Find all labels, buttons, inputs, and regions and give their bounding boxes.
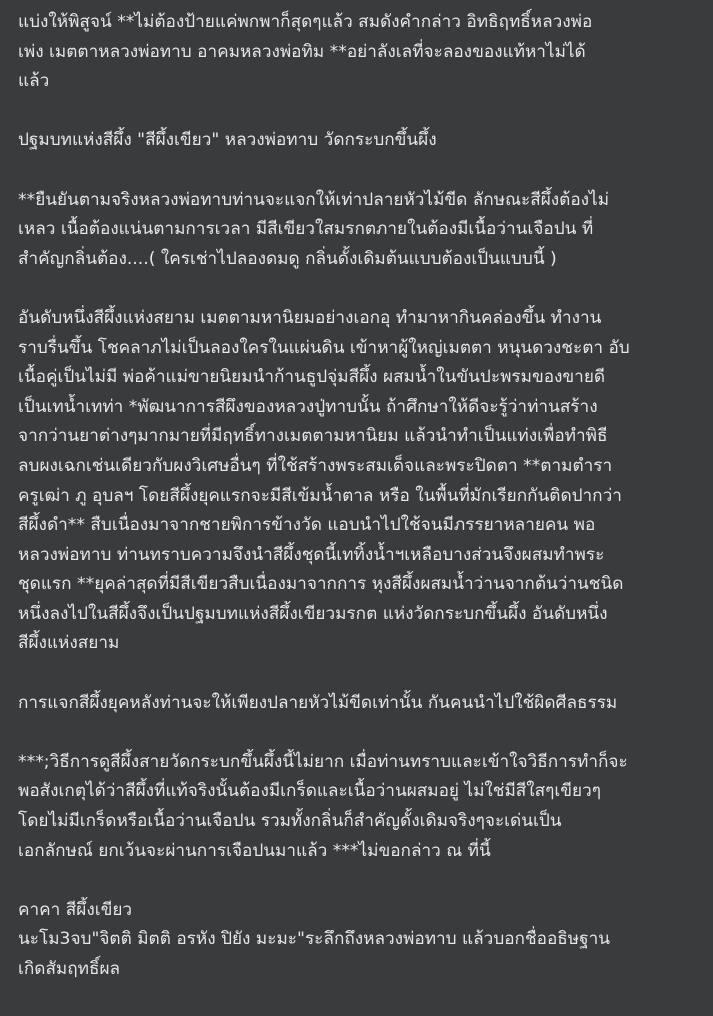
text-line: พอสังเกตุได้ว่าสีผึ้งที่แท้จริงนั้นต้องมีเกร็ดและเนื้อว่านผสมอยู่ ไม่ใช่มีสีใสๆเขียวๆ [18, 781, 601, 802]
paragraph-chant [18, 896, 707, 985]
text-line: เป็นเทน้ำเทท่า *พัฒนาการสีผึงของหลวงปู่ทาบนั้น ถ้าศึกษาให้ดีจะรู้ว่าท่านสร้าง [18, 396, 598, 417]
text-line: ครูเฒ่า ภู อุบลฯ โดยสีผึ้งยุคแรกจะมีสีเข้มน้ำตาล หรือ ในพื้นที่มักเรียกกันติดปากว่า [18, 485, 622, 506]
text-line: สีผึ้งแห่งสยาม [18, 633, 120, 654]
text-line: ลบผงเฉกเช่นเดียวกับผงวิเศษอื่นๆ ที่ใช้สร้างพระสมเด็จและพระปิดตา **ตามตำรา [18, 455, 613, 476]
text-line: สีผึ้งดำ** สืบเนื่องมาจากชายพิการข้างวัด แอบนำไปใช้จนมีภรรยาหลายคน พอ [18, 515, 596, 536]
paragraph-identification [18, 748, 707, 866]
text-line: ***;วิธีการดูสีผึ้งสายวัดกระบกขึ้นผึ้งนี้ไม่ยาก เมื่อท่านทราบและเข้าใจวิธีการทำก็จะ [18, 751, 628, 772]
text-line: การแจกสีผึ้งยุคหลังท่านจะให้เพียงปลายหัวไม้ขีดเท่านั้น กันคนนำไปใช้ผิดศีลธรรม [18, 692, 618, 713]
text-line: ปฐมบทแห่งสีผึ้ง "สีผึ้งเขียว" หลวงพ่อทาบ วัดกระบกขึ้นผึ้ง [18, 130, 437, 151]
text-line: เพ่ง เมตตาหลวงพ่อทาบ อาคมหลวงพ่อทิม **อย่าลังเลที่จะลองของแท้หาไม่ได้ [18, 41, 586, 62]
text-line: หนึ่งลงไปในสีผึ้งจึงเป็นปฐมบทแห่งสีผึ้งเขียวมรกต แห่งวัดกระบกขึ้นผึ้ง อันดับหนึ่ง [18, 603, 608, 624]
paragraph-heading [18, 126, 707, 156]
text-line: ชุดแรก **ยุคล่าสุดที่มีสีเขียวสืบเนื่องมาจากการ หุงสีผึ้งผสมน้ำว่านจากต้นว่านชนิด [18, 574, 624, 595]
text-line: เหลว เนื้อต้องแน่นตามการเวลา มีสีเขียวใสมรกตภายในต้องมีเนื้อว่านเจือปน ที่ [18, 219, 594, 240]
paragraph-distribution [18, 689, 707, 719]
text-line: แล้ว [18, 71, 50, 92]
text-line: อันดับหนึ่งสีผึ้งแห่งสยาม เมตตามหานิยมอย่างเอกอุ ทำมาหากินคล่องขึ้น ทำงาน [18, 307, 602, 328]
text-line: เนื้อคู่เป็นไม่มี พ่อค้าแม่ขายนิยมนำก้านธูปจุ่มสีผึ้ง ผสมน้ำในขันปะพรมของขายดี [18, 367, 606, 388]
text-line: **ยืนยันตามจริงหลวงพ่อทาบท่านจะแจกให้เท่าปลายหัวไม้ขีด ลักษณะสีผึ้งต้องไม่ [18, 189, 610, 210]
text-line: เกิดสัมฤทธิ์ผล [18, 959, 121, 979]
text-line: หลวงพ่อทาบ ท่านทราบความจึงนำสีผึ้งชุดนี้เททิ้งน้ำฯเหลือบางส่วนจึงผสมทำพระ [18, 544, 605, 565]
paragraph-history [18, 304, 707, 659]
text-line: นะโม3จบ"จิตติ มิตติ อรหัง ปิยัง มะมะ"ระลึกถึงหลวงพ่อทาบ แล้วบอกชื่ออธิษฐาน [18, 929, 610, 950]
text-line: โดยไม่มีเกร็ดหรือเนื้อว่านเจือปน รวมทั้งกลิ่นก็สำคัญดั้งเดิมจริงๆจะเด่นเป็น [18, 811, 562, 832]
paragraph-confirmation [18, 186, 707, 275]
text-line: จากว่านยาต่างๆมากมายที่มีฤทธิ์ทางเมตตามหานิยม แล้วนำทำเป็นแท่งเพื่อทำพิธี [18, 426, 608, 447]
text-line: สำคัญกลิ่นต้อง....( ใครเช่าไปลองดมดู กลิ่นดั้งเดิมต้นแบบต้องเป็นแบบนี้ ) [18, 248, 557, 269]
text-line: แบ่งให้พิสูจน์ **ไม่ต้องป้ายแค่พกพาก็สุดๆแล้ว สมดังคำกล่าว อิทธิฤทธิ์หลวงพ่อ [18, 12, 593, 32]
paragraph-intro [18, 8, 707, 97]
text-line: เอกลักษณ์ ยกเว้นจะผ่านการเจือปนมาแล้ว ***ไม่ขอกล่าว ณ ที่นี้ [18, 840, 491, 861]
text-line: คาคา สีผึ้งเขียว [18, 899, 133, 920]
text-line: ราบรื่นขึ้น โชคลาภไม่เป็นลองใครในแผ่นดิน เข้าหาผู้ใหญ่เมตตา หนุนดวงชะตา อับ [18, 337, 630, 358]
